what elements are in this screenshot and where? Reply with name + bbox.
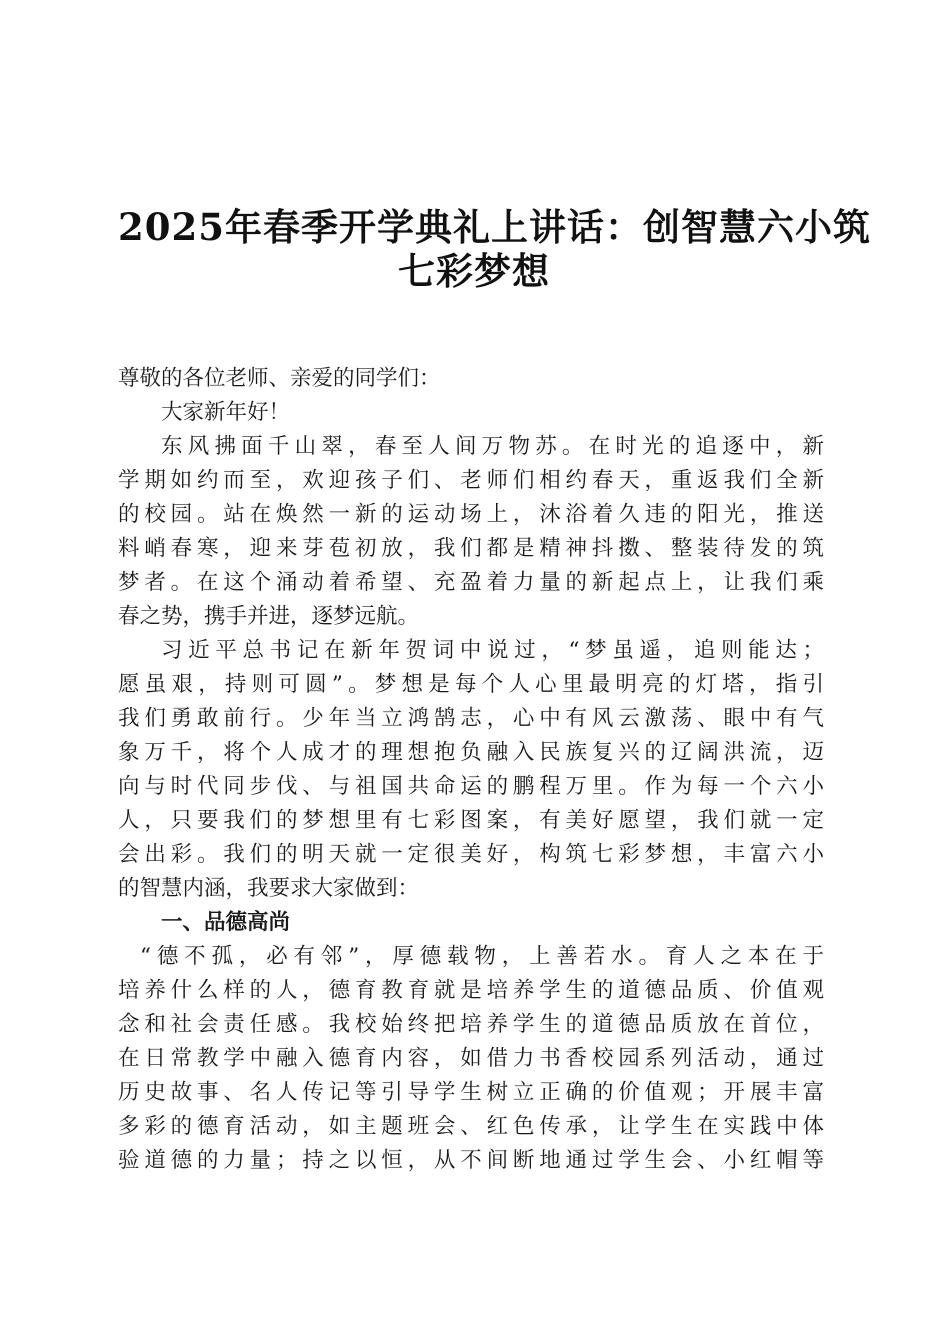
paragraph-line: 多彩的德育活动，如主题班会、红色传承，让学生在实践中体 [118, 1114, 824, 1139]
document-body [118, 362, 824, 1178]
greeting: 大家新年好！ [161, 400, 291, 425]
paragraph-line: 东风拂面千山翠，春至人间万物苏。在时光的追逐中，新 [161, 434, 824, 459]
paragraph-line: 培养什么样的人，德育教育就是培养学生的道德品质、价值观 [118, 978, 824, 1003]
section-heading: 一、品德高尚 [161, 910, 291, 935]
salutation: 尊敬的各位老师、亲爱的同学们： [118, 366, 441, 391]
paragraph-line: 向与时代同步伐、与祖国共命运的鹏程万里。作为每一个六小 [118, 774, 824, 799]
paragraph-line: 在日常教学中融入德育内容，如借力书香校园系列活动，通过 [118, 1046, 824, 1071]
paragraph-line: 料峭春寒，迎来芽苞初放，我们都是精神抖擞、整装待发的筑 [118, 536, 824, 561]
paragraph-line: 历史故事、名人传记等引导学生树立正确的价值观；开展丰富 [118, 1080, 824, 1105]
paragraph-line: 的智慧内涵，我要求大家做到： [118, 876, 420, 901]
paragraph-line: 愿虽艰，持则可圆”。梦想是每个人心里最明亮的灯塔，指引 [118, 672, 824, 697]
paragraph-3 [118, 940, 824, 1178]
document-title-line-2: 七彩梦想 [398, 249, 550, 293]
paragraph-line: 我们勇敢前行。少年当立鸿鹄志，心中有风云激荡、眼中有气 [118, 706, 824, 731]
paragraph-line: 梦者。在这个涌动着希望、充盈着力量的新起点上，让我们乘 [118, 570, 824, 595]
paragraph-2 [118, 634, 824, 906]
paragraph-line: 习近平总书记在新年贺词中说过，“梦虽遥，追则能达； [161, 638, 824, 663]
paragraph-line: 验道德的力量；持之以恒，从不间断地通过学生会、小红帽等 [118, 1148, 824, 1173]
paragraph-line: 会出彩。我们的明天就一定很美好，构筑七彩梦想，丰富六小 [118, 842, 824, 867]
paragraph-line: 象万千，将个人成才的理想抱负融入民族复兴的辽阔洪流，迈 [118, 740, 824, 765]
paragraph-line: 的校园。站在焕然一新的运动场上，沐浴着久违的阳光，推送 [118, 502, 824, 527]
document-title-line-1: 2025年春季开学典礼上讲话：创智慧六小筑 [118, 205, 871, 249]
paragraph-line: 春之势，携手并进，逐梦远航。 [118, 604, 420, 629]
paragraph-1 [118, 430, 824, 634]
paragraph-line: 念和社会责任感。我校始终把培养学生的道德品质放在首位， [118, 1012, 824, 1037]
paragraph-line: 学期如约而至，欢迎孩子们、老师们相约春天，重返我们全新 [118, 468, 824, 493]
paragraph-line: 人，只要我们的梦想里有七彩图案，有美好愿望，我们就一定 [118, 808, 824, 833]
paragraph-line: “德不孤，必有邻”，厚德载物，上善若水。育人之本在于 [140, 944, 824, 969]
